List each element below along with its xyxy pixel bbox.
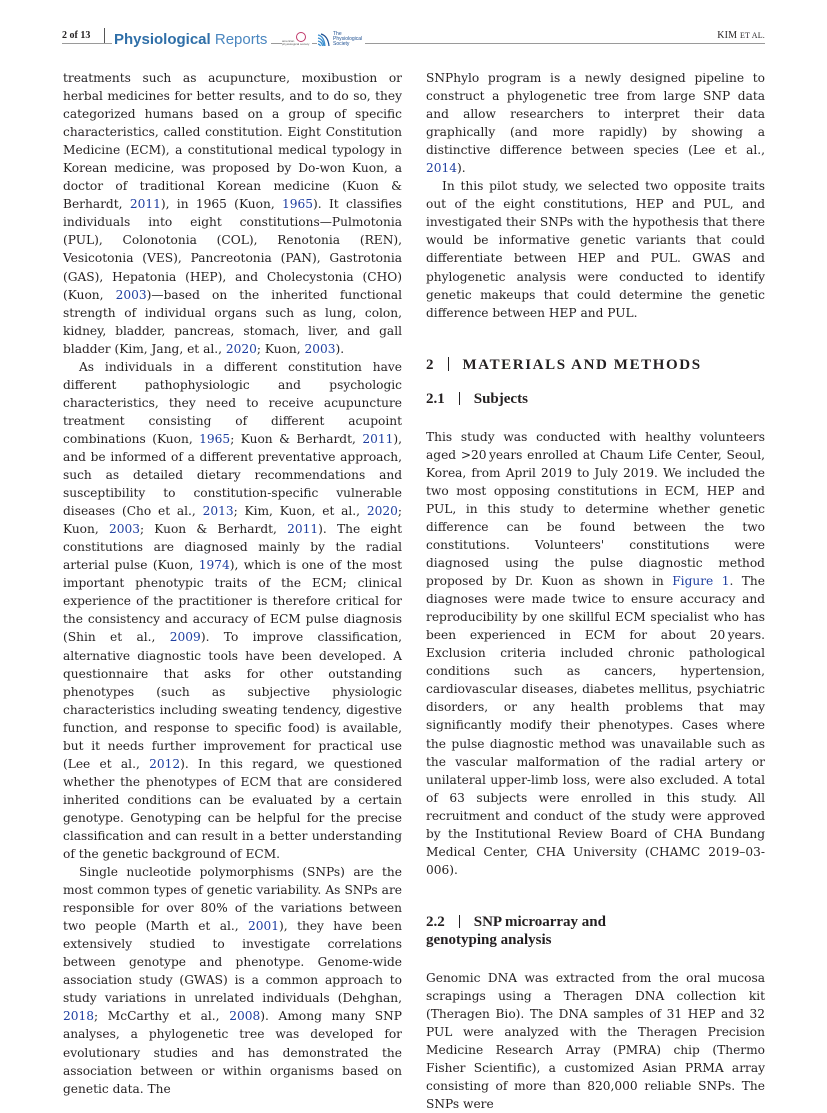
paragraph: As individuals in a different constitution have different pathophysiologic and psychologic characteristics, they need to receive acupuncture treatment consisting of different acupoint combinations (Kuon, 1965; Kuon & Berhardt, 2011), and be informed of a different preventative approach, such as detailed dietary recommendations and susceptibility to constitution-specific vulnerable diseases (Cho et al., 2013; Kim, Kuon, et al., 2020; Kuon, 2003; Kuon & Berhardt, 2011). The eight constitutions are diagnosed mainly by the radial arterial pulse (Kuon, 1974), which is one of the most important phenotypic traits of the ECM; clinical experience of the practitioner is therefore critical for the consistency and accuracy of ECM pulse diagnosis (Shin et al., 2009). To improve classification, alternative diagnostic tools have been developed. A questionnaire that asks for other outstanding phenotypes (such as subjective physiologic characteristics including sweating tendency, digestive function, and response to specific food) is available, but it needs further improvement for practical use (Lee et al., 2012). In this regard, we questioned whether the phenotypes of ECM that are considered inherited conditions can be evaluated by a certain genotype. Genotyping can be helpful for the precise classification and can result in a better understanding of the genetic background of ECM. bbox=[63, 359, 403, 862]
citation-link[interactable]: 2008 bbox=[229, 1009, 261, 1024]
running-author: KIM ET AL. bbox=[711, 30, 765, 41]
section-heading-materials-methods: 2 MATERIALS AND METHODS bbox=[426, 356, 702, 373]
citation-link[interactable]: 2011 bbox=[287, 522, 319, 537]
citation-link[interactable]: 2011 bbox=[129, 197, 161, 212]
paragraph: SNPhylo program is a newly designed pipeline to construct a phylogenetic tree from large SNP data and allow researchers to interpret their data graphically (and more rapidly) by showing a distinctive difference between species (Lee et al., 2014). bbox=[426, 71, 765, 176]
citation-link[interactable]: 2003 bbox=[108, 522, 140, 537]
heading-divider bbox=[459, 915, 460, 928]
citation-link[interactable]: 2003 bbox=[115, 287, 147, 302]
subsection-heading-snp-microarray: 2.2 SNP microarray and genotyping analysis bbox=[426, 913, 606, 948]
physiological-society-text: The Physiological Society bbox=[333, 31, 363, 47]
citation-link[interactable]: 2018 bbox=[63, 1009, 95, 1024]
citation-link[interactable]: 2020 bbox=[225, 341, 257, 356]
heading-divider bbox=[448, 357, 449, 371]
paragraph: In this pilot study, we selected two opposite traits out of the eight constitutions, HEP and PUL, and investigated their SNPs with the hypothesis that there would be informative genetic variants that could differentiate between HEP and PUL. GWAS and phylogenetic analysis were conducted to identify genetic makeups that could determine the genetic difference between HEP and PUL. bbox=[426, 179, 765, 320]
journal-name-light: Reports bbox=[214, 31, 268, 48]
page-number: 2 of 13 bbox=[62, 30, 95, 41]
paragraph: treatments such as acupuncture, moxibustion or herbal medicines for better results, and to do so, they categorized humans based on a group of specific characteristics, called constitution. Eight Constitution Medicine (ECM), a constitutional medical typology in Korean medicine, was proposed by Do-won Kuon, a doctor of traditional Korean medicine (Kuon & Berhardt, 2011), in 1965 (Kuon, 1965). It classifies individuals into eight constitutions—Pulmotonia (PUL), Colonotonia (COL), Renotonia (REN), Vesicotonia (VES), Pancreotonia (PAN), Gastrotonia (GAS), Hepatonia (HEP), and Cholecystonia (CHO) (Kuon, 2003)—based on the inherited functional strength of individual organs such as lung, colon, kidney, bladder, pancreas, stomach, liver, and gall bladder (Kim, Jang, et al., 2020; Kuon, 2003). bbox=[63, 71, 402, 356]
citation-link[interactable]: 2014 bbox=[426, 161, 458, 176]
left-column bbox=[63, 69, 402, 1098]
citation-link[interactable]: 2012 bbox=[149, 756, 181, 771]
aps-logo-icon bbox=[282, 32, 312, 50]
citation-link[interactable]: 2011 bbox=[362, 431, 394, 446]
citation-link[interactable]: 2020 bbox=[366, 504, 398, 519]
paragraph: Single nucleotide polymorphisms (SNPs) are the most common types of genetic variability. As SNPs are responsible for over 80% of the variations between two people (Marth et al., 2001), they have been extensively studied to investigate correlations between genotype and phenotype. Genome-wide association study (GWAS) is a common approach to study variations in unrelated individuals (Dehghan, 2018; McCarthy et al., 2008). Among many SNP analyses, a phylogenetic tree was developed for evolutionary studies and has demonstrated the association between or within organisms based on genetic data. The bbox=[63, 865, 402, 1096]
paragraph: This study was conducted with healthy volunteers aged >20 years enrolled at Chaum Life Center, Seoul, Korea, from April 2019 to July 2019. We included the two most opposing constitutions in ECM, HEP and PUL, in this study to determine whether genetic difference can be found between the two constitutions. Volunteers' constitutions were diagnosed using the pulse diagnostic method proposed by Dr. Kuon as shown in Figure 1. The diagnoses were made twice to ensure accuracy and reproducibility by one skillful ECM specialist who has been experienced in ECM for about 20 years. Exclusion criteria included chronic pathological conditions such as cancers, hypertension, cardiovascular diseases, diabetes mellitus, psychiatric disorders, or any health problems that may significantly modify their phenotypes. Cases where the pulse diagnostic method was unavailable such as the vascular malformation of the radial artery or unilateral upper-limb loss, were also excluded. A total of 63 subjects were enrolled in this study. All recruitment and conduct of the study were approved by the Institutional Review Board of CHA Bundang Medical Center, CHA University (CHAMC 2019–03-006). bbox=[426, 429, 765, 877]
citation-link[interactable]: 2009 bbox=[169, 630, 201, 645]
citation-link[interactable]: 1965 bbox=[282, 197, 314, 212]
citation-link[interactable]: 2013 bbox=[202, 504, 234, 519]
citation-link[interactable]: 1965 bbox=[199, 431, 231, 446]
paragraph: Genomic DNA was extracted from the oral mucosa scrapings using a Theragen DNA collection kit (Theragen Bio). The DNA samples of 31 HEP and 32 PUL were analyzed with the Theragen Precision Medicine Research Array (PMRA) chip (Thermo Fisher Scientific), a customized Asian PRMA array consisting of more than 820,000 reliable SNPs. The SNPs were bbox=[426, 970, 765, 1112]
citation-link[interactable]: 1974 bbox=[198, 558, 230, 573]
figure-link[interactable]: Figure 1 bbox=[672, 574, 730, 589]
journal-logo[interactable] bbox=[112, 32, 271, 48]
citation-link[interactable]: 2003 bbox=[304, 341, 336, 356]
physiological-society-logo bbox=[317, 30, 365, 52]
physiological-society-waves-icon bbox=[317, 33, 331, 47]
subsection-heading-subjects: 2.1 Subjects bbox=[426, 390, 528, 407]
aps-logo-text: american physiological society bbox=[282, 39, 310, 46]
citation-link[interactable]: 2001 bbox=[248, 919, 280, 934]
heading-divider bbox=[459, 392, 460, 405]
right-column bbox=[426, 69, 765, 1113]
journal-name-bold: Physiological bbox=[114, 31, 211, 48]
page-number-divider bbox=[104, 28, 105, 43]
running-header bbox=[62, 28, 765, 48]
